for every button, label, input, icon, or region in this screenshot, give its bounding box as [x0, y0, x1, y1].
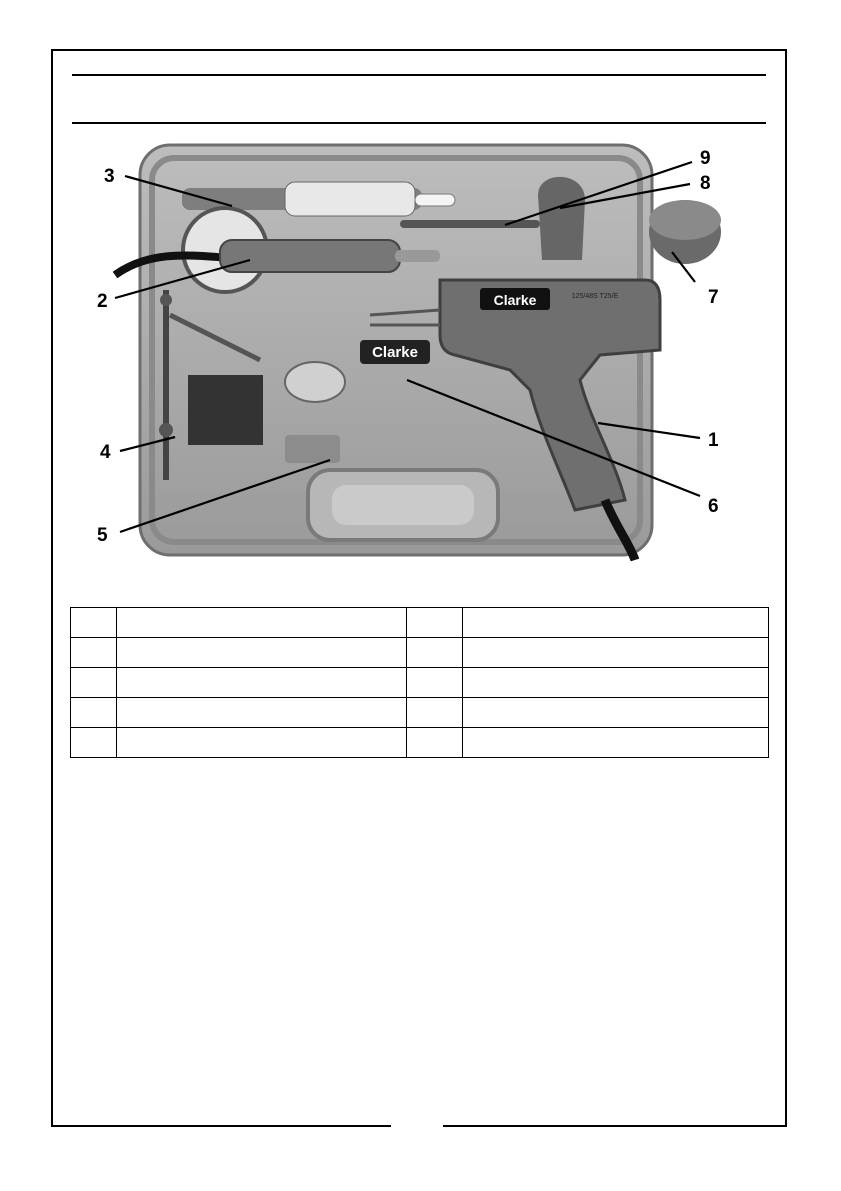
table-cell [71, 608, 117, 638]
table-cell [463, 698, 769, 728]
table-cell [463, 668, 769, 698]
table-cell [463, 728, 769, 758]
table-cell [117, 608, 407, 638]
table-cell [407, 668, 463, 698]
callout-7: 7 [708, 287, 719, 308]
callout-8: 8 [700, 173, 711, 194]
table-cell [463, 638, 769, 668]
svg-text:Clarke: Clarke [493, 292, 537, 308]
callout-9: 9 [700, 148, 711, 169]
table-cell [407, 638, 463, 668]
table-cell [407, 728, 463, 758]
table-cell [117, 668, 407, 698]
svg-text:Clarke: Clarke [372, 344, 418, 361]
callout-1: 1 [708, 430, 719, 451]
footer-rule-left [51, 1125, 391, 1127]
callout-3: 3 [104, 166, 115, 187]
table-cell [463, 608, 769, 638]
callout-4: 4 [100, 442, 111, 463]
table-row [71, 698, 769, 728]
header-rule-top [72, 74, 766, 76]
kit-photo [60, 140, 780, 565]
table-cell [71, 638, 117, 668]
table-cell [71, 698, 117, 728]
table-row [71, 668, 769, 698]
svg-text:125/48S T25/E: 125/48S T25/E [571, 293, 619, 300]
table-row [71, 608, 769, 638]
table-row [71, 728, 769, 758]
callout-2: 2 [97, 291, 108, 312]
table-cell [117, 698, 407, 728]
callout-6: 6 [708, 496, 719, 517]
table-cell [407, 698, 463, 728]
table-cell [407, 608, 463, 638]
table-cell [71, 668, 117, 698]
callout-5: 5 [97, 525, 108, 546]
table-cell [117, 638, 407, 668]
parts-table [70, 607, 769, 758]
table-row [71, 638, 769, 668]
footer-rule-right [443, 1125, 787, 1127]
header-rule-bottom [72, 122, 766, 124]
table-cell [71, 728, 117, 758]
table-cell [117, 728, 407, 758]
